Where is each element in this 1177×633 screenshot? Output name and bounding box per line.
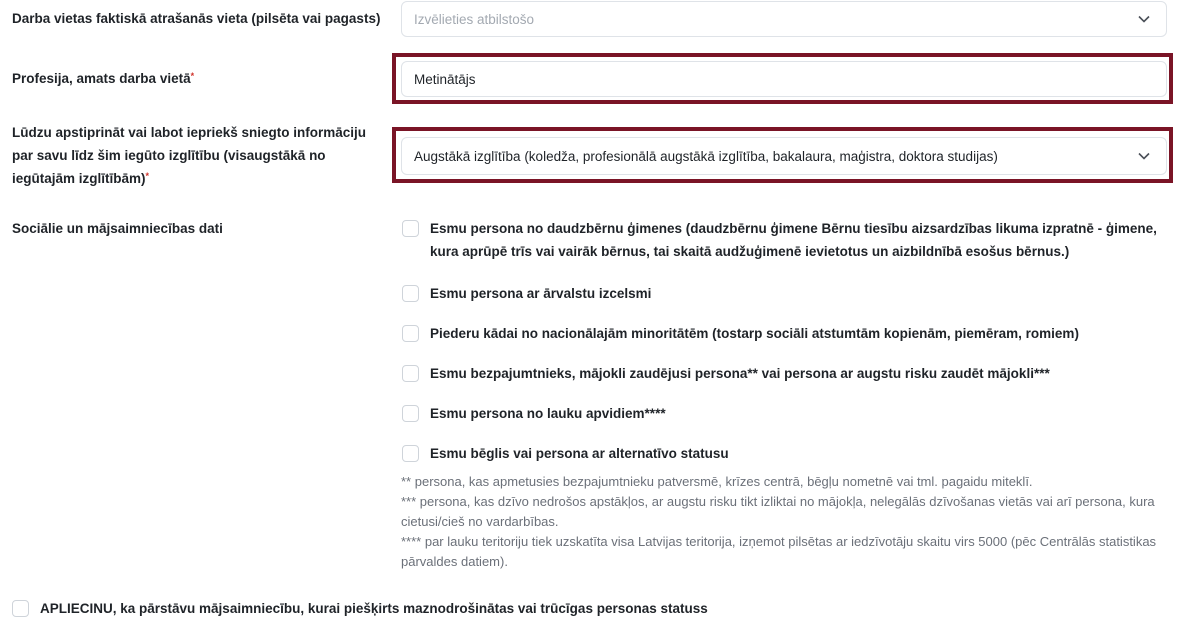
- education-label: Lūdzu apstiprināt vai labot iepriekš sniegto informāciju par savu līdz šim iegūto izglītību (visaugstākā no iegūtajām izglītībām)*: [12, 125, 367, 186]
- option-national-minority: Piederu kādai no nacionālajām minoritātēm (tostarp sociāli atstumtām kopienām, piemēram, romiem): [430, 326, 1079, 341]
- checkbox-national-minority[interactable]: [402, 325, 419, 342]
- checkbox-rural-area[interactable]: [402, 405, 419, 422]
- checkbox-refugee[interactable]: [402, 445, 419, 462]
- footnote-housing-risk: *** persona, kas dzīvo nedrošos apstākļos, ar augstu risku tikt izliktai no mājokļa, nelegālās dzīvošanas vietās vai arī persona, kura cietusi/cieš no vardarbības.: [401, 494, 1155, 529]
- education-select[interactable]: [401, 137, 1167, 175]
- option-foreign-origin: Esmu persona ar ārvalstu izcelsmi: [430, 286, 652, 301]
- option-refugee: Esmu bēglis vai persona ar alternatīvo statusu: [430, 446, 729, 461]
- checkbox-attest[interactable]: [12, 600, 29, 617]
- footnote-homeless: ** persona, kas apmetusies bezpajumtnieku patversmē, krīzes centrā, bēgļu nometnē vai tml. pagaidu miteklī.: [401, 474, 1033, 489]
- education-value: Augstākā izglītība (koledža, profesionālā augstākā izglītība, bakalaura, maģistra, doktora studijas): [414, 148, 998, 164]
- option-rural-area: Esmu persona no lauku apvidiem****: [430, 406, 666, 421]
- attest-label: APLIECINU, ka pārstāvu mājsaimniecību, kurai piešķirts maznodrošinātas vai trūcīgas personas statuss: [40, 601, 708, 616]
- option-large-family: Esmu persona no daudzbērnu ģimenes (daudzbērnu ģimene Bērnu tiesību aizsardzības likuma izpratnē - ģimene, kura aprūpē trīs vai vairāk bērnus, tai skaitā audžuģimenē ievietotus un aizbildnībā esošus bērnus.): [430, 221, 1157, 259]
- work-location-label: Darba vietas faktiskā atrašanās vieta (pilsēta vai pagasts): [12, 11, 381, 26]
- required-mark: *: [190, 71, 195, 81]
- checkbox-foreign-origin[interactable]: [402, 285, 419, 302]
- checkbox-homeless[interactable]: [402, 365, 419, 382]
- option-homeless: Esmu bezpajumtnieks, mājokli zaudējusi persona** vai persona ar augstu risku zaudēt mājokli***: [430, 366, 1050, 381]
- work-location-placeholder: Izvēlieties atbilstošo: [414, 11, 535, 27]
- work-location-select[interactable]: [401, 1, 1167, 37]
- profession-label: Profesija, amats darba vietā*: [12, 71, 195, 86]
- social-section-label: Sociālie un mājsaimniecības dati: [12, 221, 223, 236]
- profession-value: Metinātājs: [414, 71, 476, 87]
- footnote-rural: **** par lauku teritoriju tiek uzskatīta visa Latvijas teritorija, izņemot pilsētas ar iedzīvotāju skaitu virs 5000 (pēc Centrālās statistikas pārvaldes datiem).: [401, 534, 1157, 569]
- required-mark: *: [145, 171, 150, 181]
- profession-input[interactable]: [401, 61, 1167, 97]
- chevron-down-icon: [1138, 15, 1150, 23]
- checkbox-large-family[interactable]: [402, 220, 419, 237]
- chevron-down-icon: [1138, 152, 1150, 160]
